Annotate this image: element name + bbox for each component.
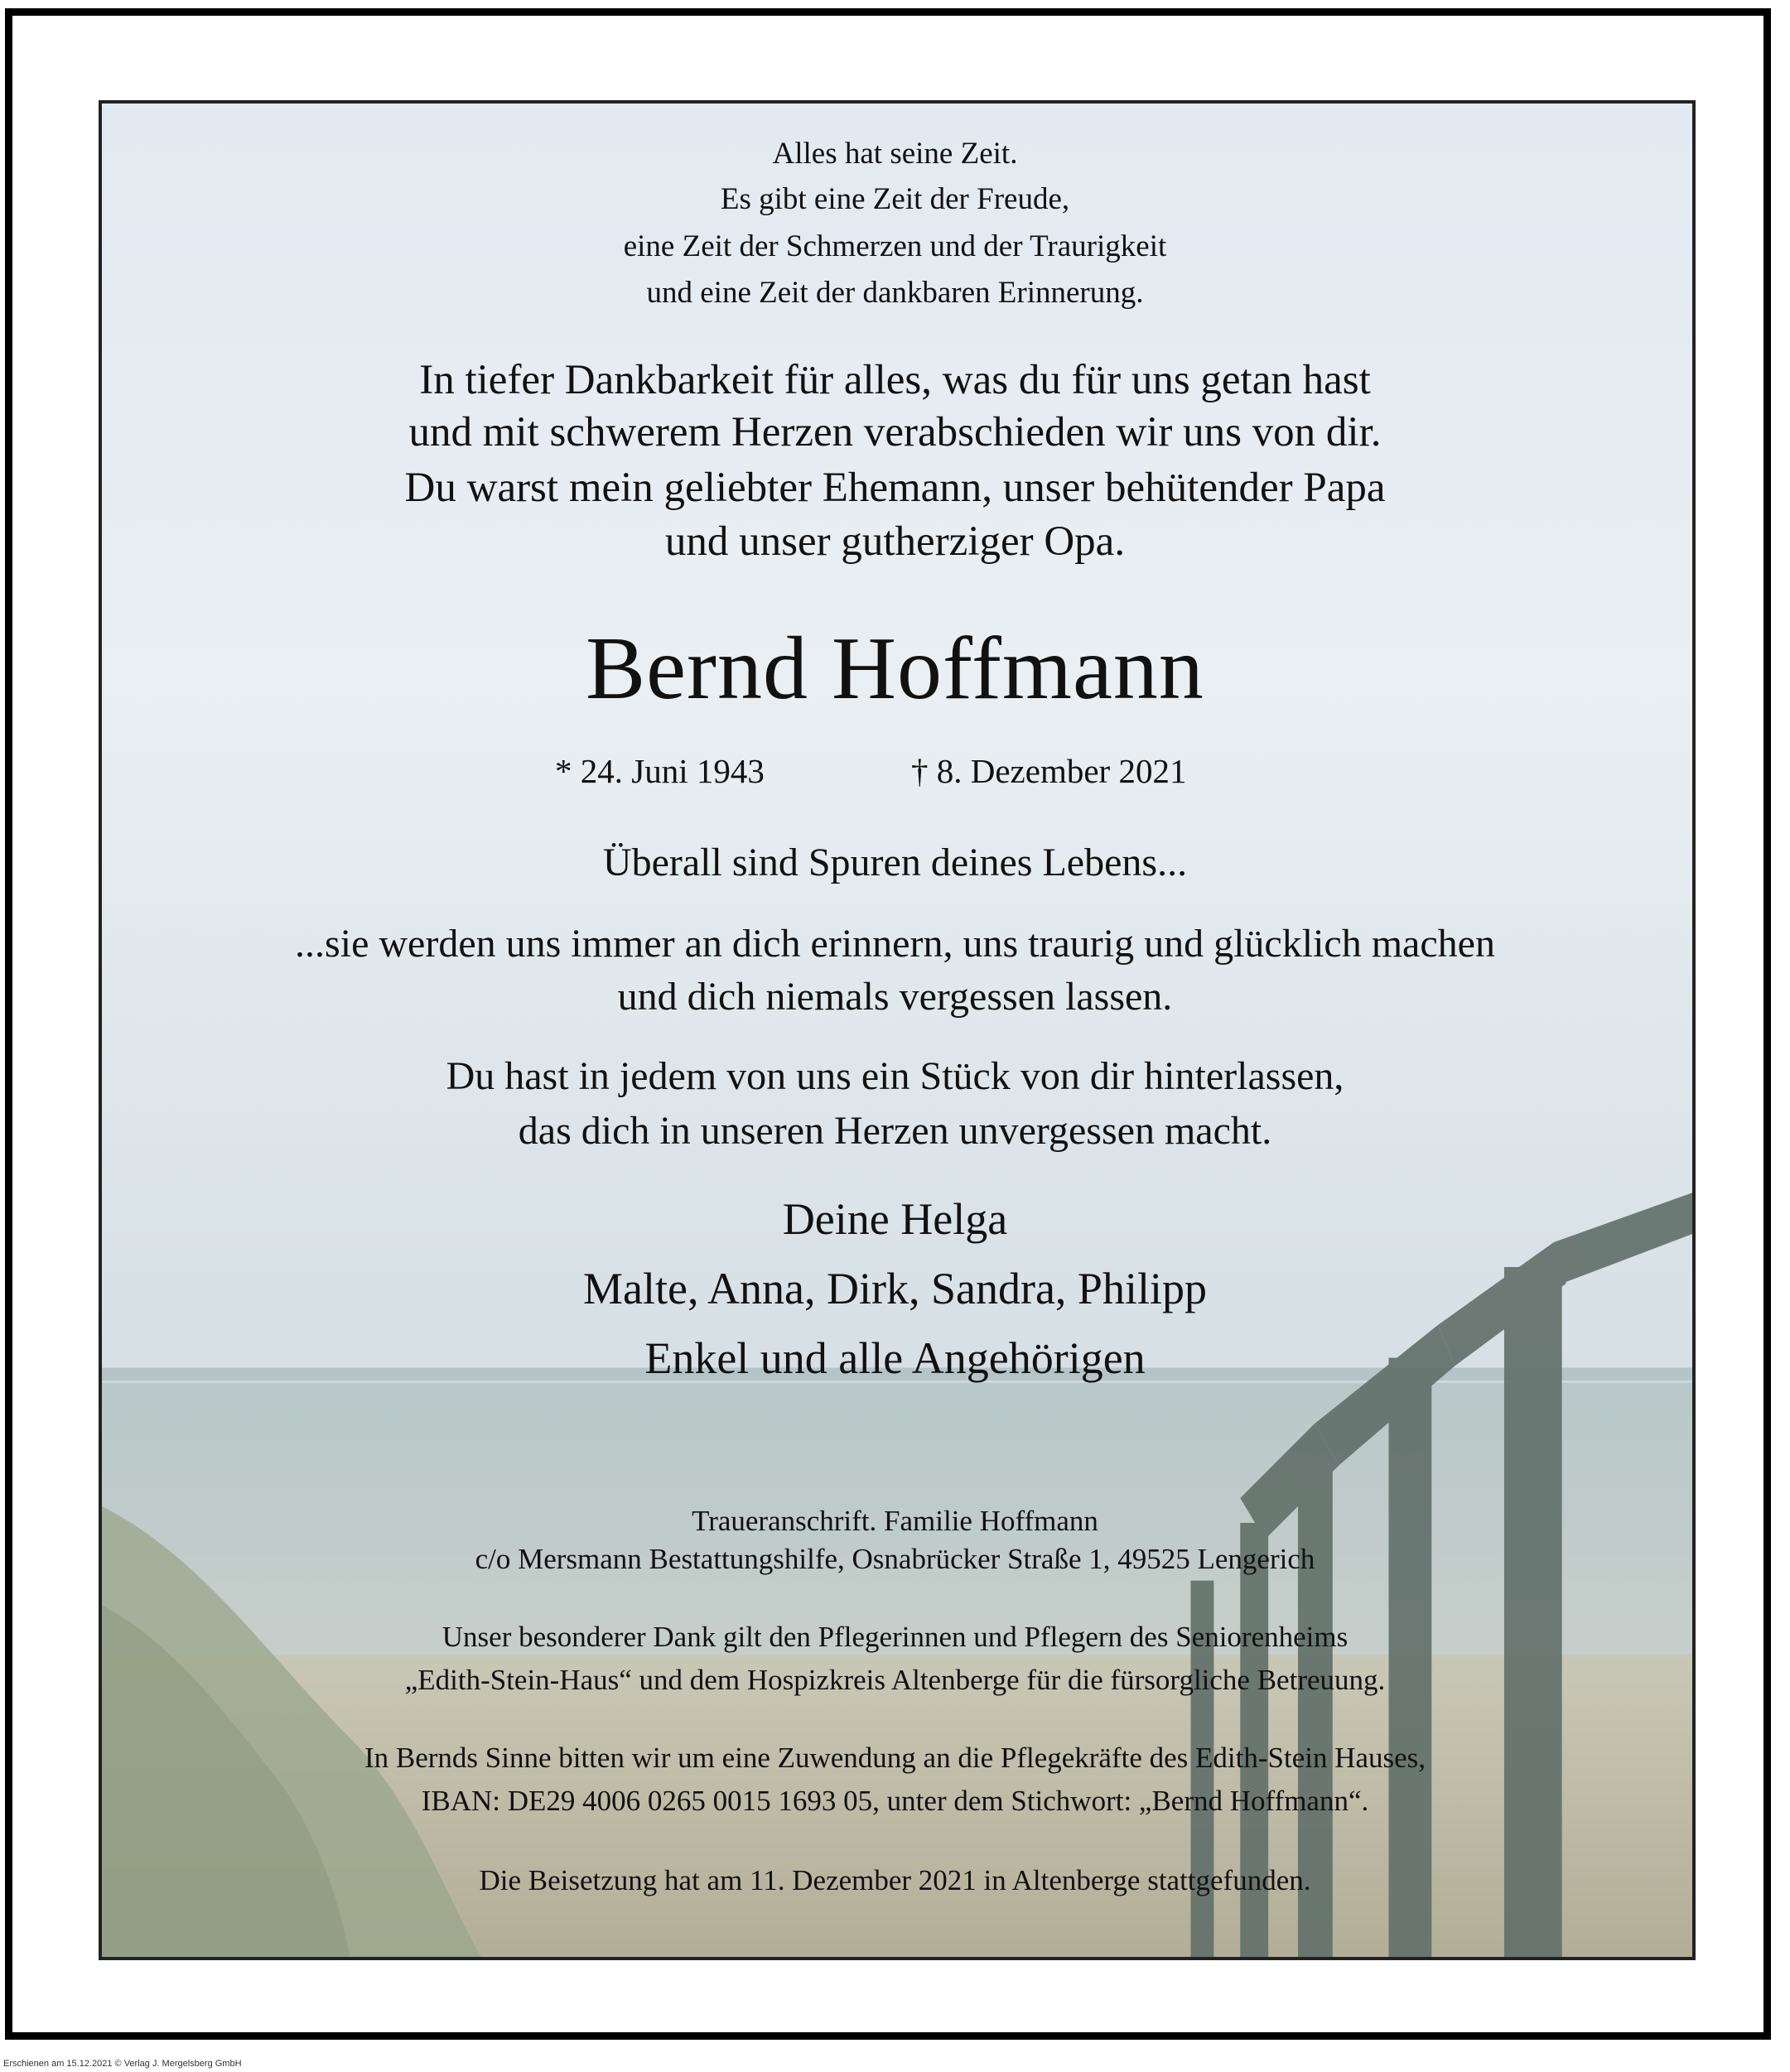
deceased-name: Bernd Hoffmann [586,619,1204,718]
thanks-line-2: „Edith-Stein-Haus“ und dem Hospizkreis Altenberge für die fürsorgliche Betreuung. [404,1664,1386,1696]
verse-line-2: Es gibt eine Zeit der Freude, [720,182,1070,216]
intro-line-2: und mit schwerem Herzen verabschieden wir uns von dir. [408,409,1382,455]
memory-line-3: und dich niemals vergessen lassen. [617,975,1173,1019]
birth-date: * 24. Juni 1943 [555,752,765,790]
memory-line-1: Überall sind Spuren deines Lebens... [602,841,1188,884]
intro-line-1: In tiefer Dankbarkeit für alles, was du für uns getan hast [419,357,1371,403]
verse-line-1: Alles hat seine Zeit. [772,137,1018,171]
donation-line-1: In Bernds Sinne bitten wir um eine Zuwendung an die Pflegekräfte des Edith-Stein Hauses, [364,1742,1426,1774]
address-line-2: c/o Mersmann Bestattungshilfe, Osnabrücker Straße 1, 49525 Lengerich [475,1543,1315,1575]
memory-line-4: Du hast in jedem von uns ein Stück von dir hinterlassen, [446,1054,1344,1098]
death-date: † 8. Dezember 2021 [911,752,1187,790]
memory-line-5: das dich in unseren Herzen unvergessen macht. [518,1109,1272,1153]
intro-line-3: Du warst mein geliebter Ehemann, unser behütender Papa [404,465,1386,511]
publication-credit: Erschienen am 15.12.2021 © Verlag J. Mergelsberg GmbH [3,2059,242,2069]
address-line-1: Traueranschrift. Familie Hoffmann [692,1505,1098,1537]
donation-line-2: IBAN: DE29 4006 0265 0015 1693 05, unter dem Stichwort: „Bernd Hoffmann“. [421,1785,1369,1817]
signature-line-2: Malte, Anna, Dirk, Sandra, Philipp [583,1264,1207,1313]
burial-note: Die Beisetzung hat am 11. Dezember 2021 in Altenberge stattgefunden. [479,1864,1311,1896]
thanks-line-1: Unser besonderer Dank gilt den Pflegerinnen und Pflegern des Seniorenheims [441,1621,1349,1653]
signature-line-1: Deine Helga [782,1194,1008,1244]
verse-line-3: eine Zeit der Schmerzen und der Traurigkeit [623,229,1167,263]
intro-line-4: und unser gutherziger Opa. [664,518,1126,565]
memory-line-2: ...sie werden uns immer an dich erinnern, uns traurig und glücklich machen [295,922,1495,966]
signature-line-3: Enkel und alle Angehörigen [644,1333,1146,1383]
verse-line-4: und eine Zeit der dankbaren Erinnerung. [646,276,1144,310]
